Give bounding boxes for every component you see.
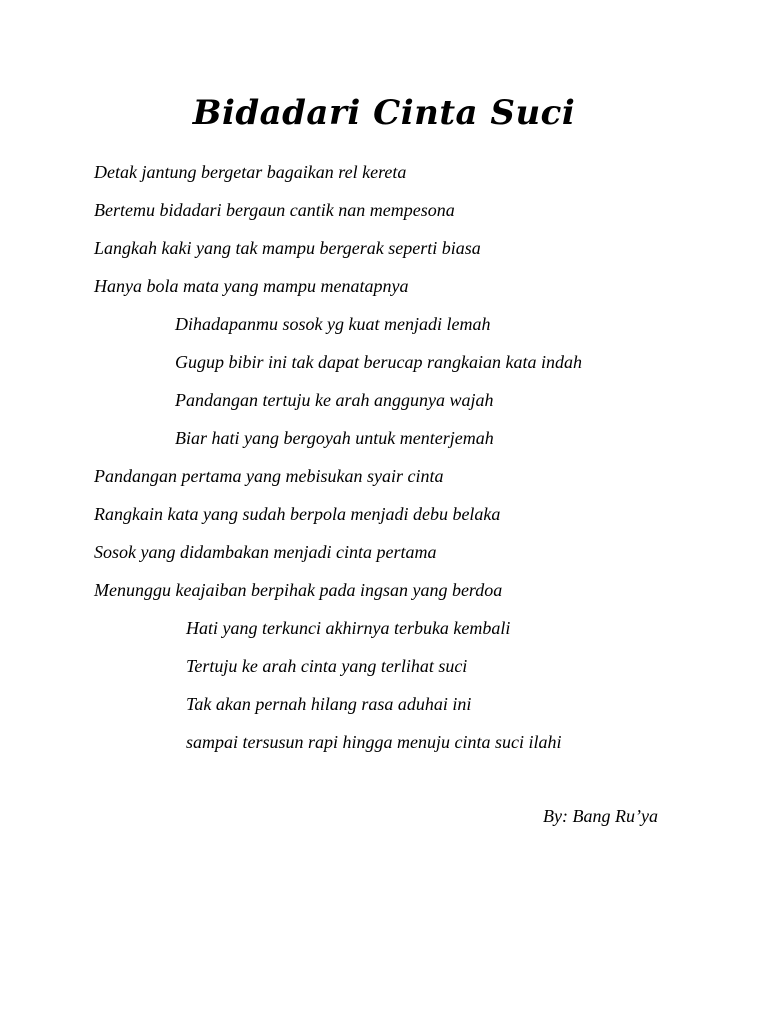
poem-line: Bertemu bidadari bergaun cantik nan mempesona: [94, 200, 455, 220]
poem-line: Pandangan tertuju ke arah anggunya wajah: [175, 390, 494, 410]
poem-line: Tertuju ke arah cinta yang terlihat suci: [186, 656, 468, 676]
poem-author: By: Bang Ru’ya: [543, 806, 658, 826]
poem-line: Pandangan pertama yang mebisukan syair cinta: [94, 466, 444, 486]
poem-line: Sosok yang didambakan menjadi cinta pertama: [94, 542, 437, 562]
poem-line: sampai tersusun rapi hingga menuju cinta suci ilahi: [186, 732, 562, 752]
poem-line: Rangkain kata yang sudah berpola menjadi debu belaka: [94, 504, 501, 524]
poem-title: Bidadari Cinta Suci: [192, 93, 576, 133]
poem-line: Dihadapanmu sosok yg kuat menjadi lemah: [175, 314, 491, 334]
poem-line: Detak jantung bergetar bagaikan rel kereta: [94, 162, 407, 182]
poem-line: Langkah kaki yang tak mampu bergerak seperti biasa: [94, 238, 481, 258]
poem-line: Hati yang terkunci akhirnya terbuka kembali: [186, 618, 511, 638]
poem-line: Tak akan pernah hilang rasa aduhai ini: [186, 694, 472, 714]
poem-line: Menunggu keajaiban berpihak pada ingsan yang berdoa: [94, 580, 503, 600]
poem-line: Hanya bola mata yang mampu menatapnya: [94, 276, 409, 296]
poem-line: Gugup bibir ini tak dapat berucap rangkaian kata indah: [175, 352, 582, 372]
poem-line: Biar hati yang bergoyah untuk menterjemah: [175, 428, 494, 448]
